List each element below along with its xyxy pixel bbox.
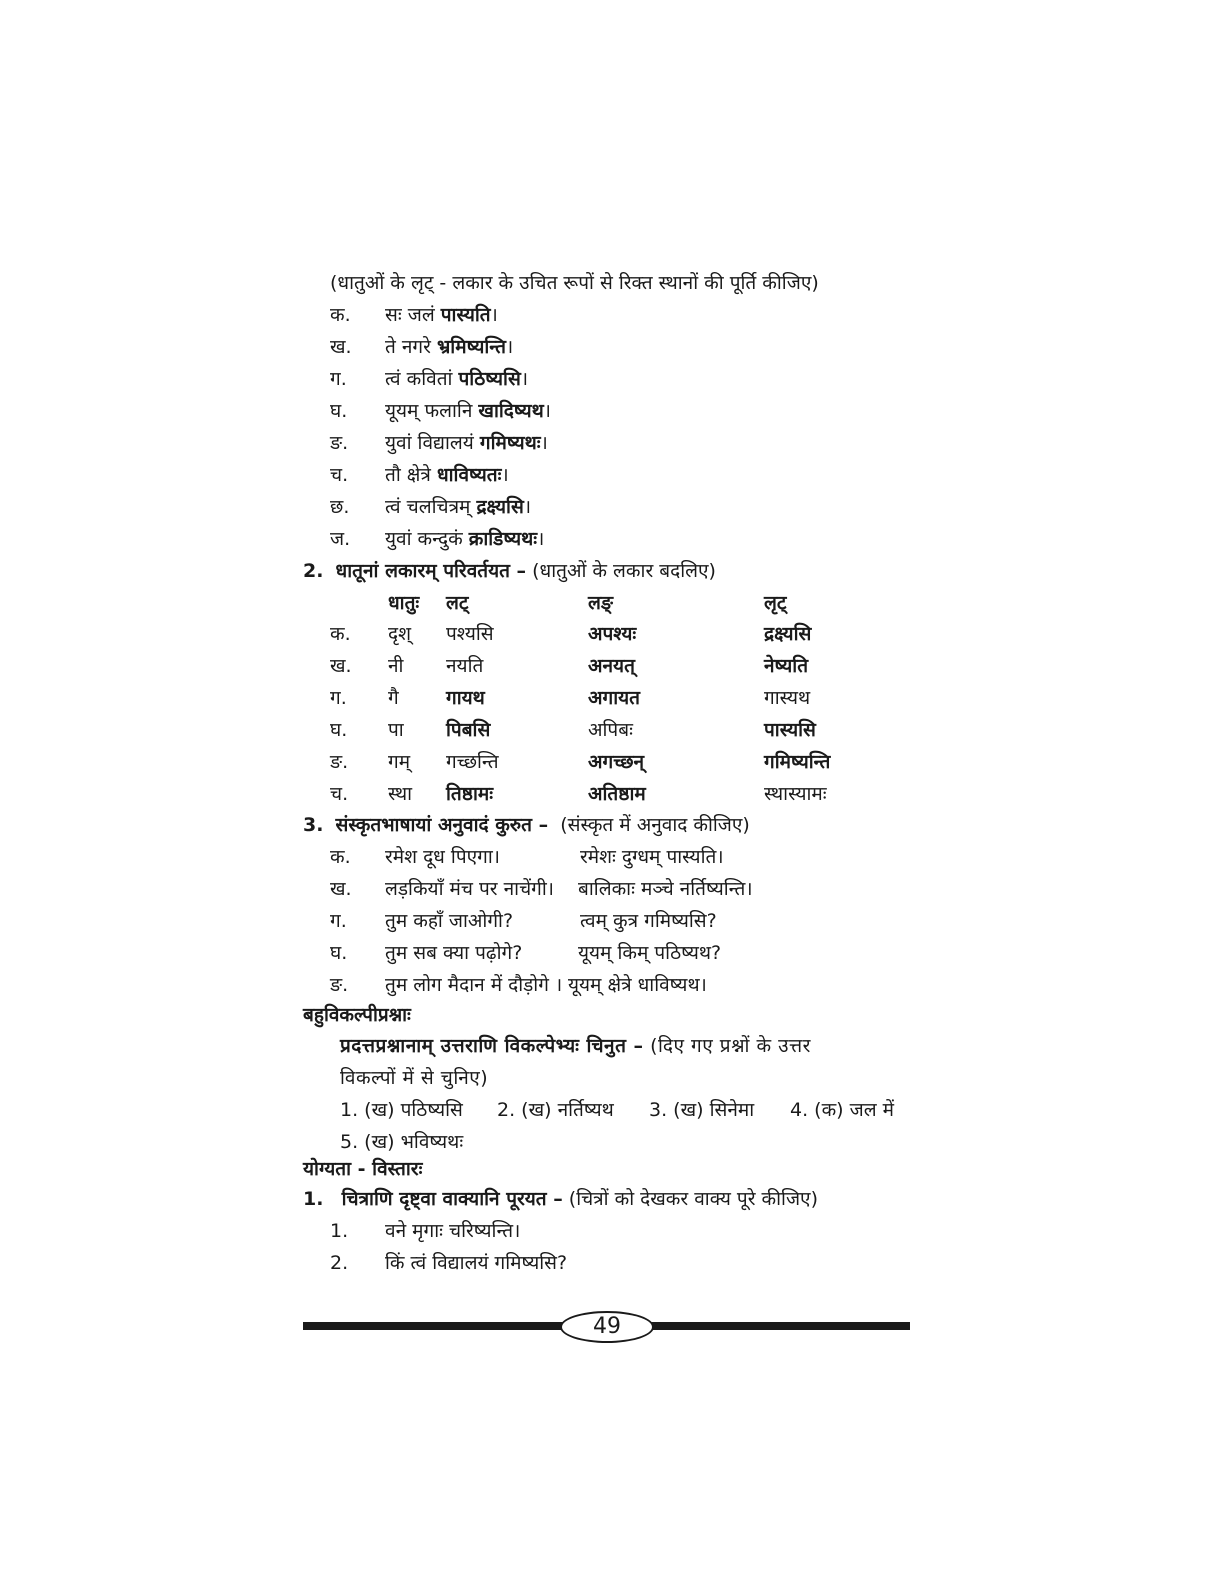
mcq-instruction-cont: विकल्पों में से चुनिए) — [340, 1067, 489, 1089]
mcq-answer: 2. (ख) नर्तिष्यथ — [497, 1099, 614, 1121]
mcq-answer: 1. (ख) पठिष्यसि — [340, 1099, 463, 1121]
question-2-heading: 2. धातूनां लकारम् परिवर्तयत – (धातुओं के लकार बदलिए) — [303, 560, 716, 582]
table-header: धातुः — [388, 592, 420, 614]
table-cell: गच्छन्ति — [446, 751, 499, 773]
table-row-marker: घ. — [330, 719, 348, 741]
mcq-heading: बहुविकल्पीप्रश्नाः — [303, 1004, 411, 1026]
list-marker: ङ. — [330, 432, 349, 454]
list-item: तौ क्षेत्रे धाविष्यतः। — [385, 464, 509, 486]
hindi-sentence: तुम लोग मैदान में दौड़ोगे । — [385, 974, 563, 996]
list-item: त्वं कवितां पठिष्यसि। — [385, 368, 529, 390]
list-marker: क. — [330, 304, 351, 326]
list-marker: च. — [330, 464, 349, 486]
table-cell: गायथ — [446, 687, 485, 709]
list-item: ते नगरे भ्रमिष्यन्ति। — [385, 336, 514, 358]
hindi-sentence: तुम सब क्या पढ़ोगे? — [385, 942, 523, 964]
table-cell: पास्यसि — [764, 719, 816, 741]
sanskrit-sentence: त्वम् कुत्र गमिष्यसि? — [580, 910, 717, 932]
mcq-answer: 4. (क) जल में — [790, 1099, 895, 1121]
table-row-marker: ङ. — [330, 751, 349, 773]
list-item: युवां विद्यालयं गमिष्यथः। — [385, 432, 548, 454]
table-cell: पा — [388, 719, 404, 741]
sanskrit-sentence: यूयम् किम् पठिष्यथ? — [578, 942, 722, 964]
yogyata-heading: योग्यता - विस्तारः — [303, 1158, 423, 1180]
mcq-instruction: प्रदत्तप्रश्नानाम् उत्तराणि विकल्पेभ्यः चिनुत – (दिए गए प्रश्नों के उत्तर — [340, 1035, 811, 1057]
hindi-sentence: रमेश दूध पिएगा। — [385, 846, 500, 868]
list-marker: ग. — [330, 910, 347, 932]
table-cell: पिबसि — [446, 719, 491, 741]
table-cell: गास्यथ — [764, 687, 811, 709]
table-row-marker: च. — [330, 783, 349, 805]
table-cell: अगच्छन् — [588, 751, 645, 773]
yogyata-question-heading: 1. चित्राणि दृष्ट्वा वाक्यानि पूरयत – (चित्रों को देखकर वाक्य पूरे कीजिए) — [303, 1188, 818, 1210]
table-header: लङ् — [588, 592, 613, 614]
mcq-answer: 5. (ख) भविष्यथः — [340, 1131, 464, 1153]
question-3-heading: 3. संस्कृतभाषायां अनुवादं कुरुत – (संस्कृत में अनुवाद कीजिए) — [303, 814, 750, 836]
list-item: किं त्वं विद्यालयं गमिष्यसि? — [385, 1252, 568, 1274]
table-cell: नेष्यति — [764, 655, 809, 677]
list-marker: ख. — [330, 878, 352, 900]
instruction-intro: (धातुओं के लृट् - लकार के उचित रूपों से रिक्त स्थानों की पूर्ति कीजिए) — [330, 272, 819, 294]
table-row-marker: ख. — [330, 655, 352, 677]
list-marker: घ. — [330, 400, 348, 422]
list-marker: 1. — [330, 1220, 349, 1242]
list-marker: ख. — [330, 336, 352, 358]
list-marker: ज. — [330, 528, 351, 550]
list-item: यूयम् फलानि खादिष्यथ। — [385, 400, 551, 422]
table-cell: अपिबः — [588, 719, 633, 741]
list-item: युवां कन्दुकं क्राडिष्यथः। — [385, 528, 545, 550]
table-cell: स्था — [388, 783, 413, 805]
table-header: लृट् — [764, 592, 787, 614]
footer-rule-left — [303, 1322, 563, 1330]
table-cell: गमिष्यन्ति — [764, 751, 831, 773]
list-marker: ङ. — [330, 974, 349, 996]
sanskrit-sentence: यूयम् क्षेत्रे धाविष्यथ। — [568, 974, 707, 996]
footer-rule-right — [647, 1322, 910, 1330]
table-cell: गै — [388, 687, 399, 709]
table-cell: दृश् — [388, 623, 412, 645]
table-cell: अतिष्ठाम — [588, 783, 646, 805]
list-item: वने मृगाः चरिष्यन्ति। — [385, 1220, 521, 1242]
list-marker: छ. — [330, 496, 350, 518]
page-number: 49 — [560, 1311, 654, 1343]
table-cell: नयति — [446, 655, 484, 677]
list-item: त्वं चलचित्रम् द्रक्ष्यसि। — [385, 496, 532, 518]
table-header: लट् — [446, 592, 469, 614]
table-row-marker: ग. — [330, 687, 347, 709]
hindi-sentence: लड़कियाँ मंच पर नाचेंगी। — [385, 878, 554, 900]
table-row-marker: क. — [330, 623, 351, 645]
table-cell: स्थास्यामः — [764, 783, 827, 805]
list-marker: घ. — [330, 942, 348, 964]
list-marker: क. — [330, 846, 351, 868]
table-cell: अपश्यः — [588, 623, 637, 645]
mcq-answer: 3. (ख) सिनेमा — [649, 1099, 755, 1121]
table-cell: द्रक्ष्यसि — [764, 623, 812, 645]
list-item: सः जलं पास्यति। — [385, 304, 498, 326]
list-marker: ग. — [330, 368, 347, 390]
list-marker: 2. — [330, 1252, 349, 1274]
hindi-sentence: तुम कहाँ जाओगी? — [385, 910, 514, 932]
table-cell: गम् — [388, 751, 411, 773]
sanskrit-sentence: रमेशः दुग्धम् पास्यति। — [580, 846, 724, 868]
table-cell: तिष्ठामः — [446, 783, 494, 805]
table-cell: अनयत् — [588, 655, 635, 677]
table-cell: अगायत — [588, 687, 640, 709]
table-cell: नी — [388, 655, 404, 677]
sanskrit-sentence: बालिकाः मञ्चे नर्तिष्यन्ति। — [578, 878, 753, 900]
table-cell: पश्यसि — [446, 623, 494, 645]
